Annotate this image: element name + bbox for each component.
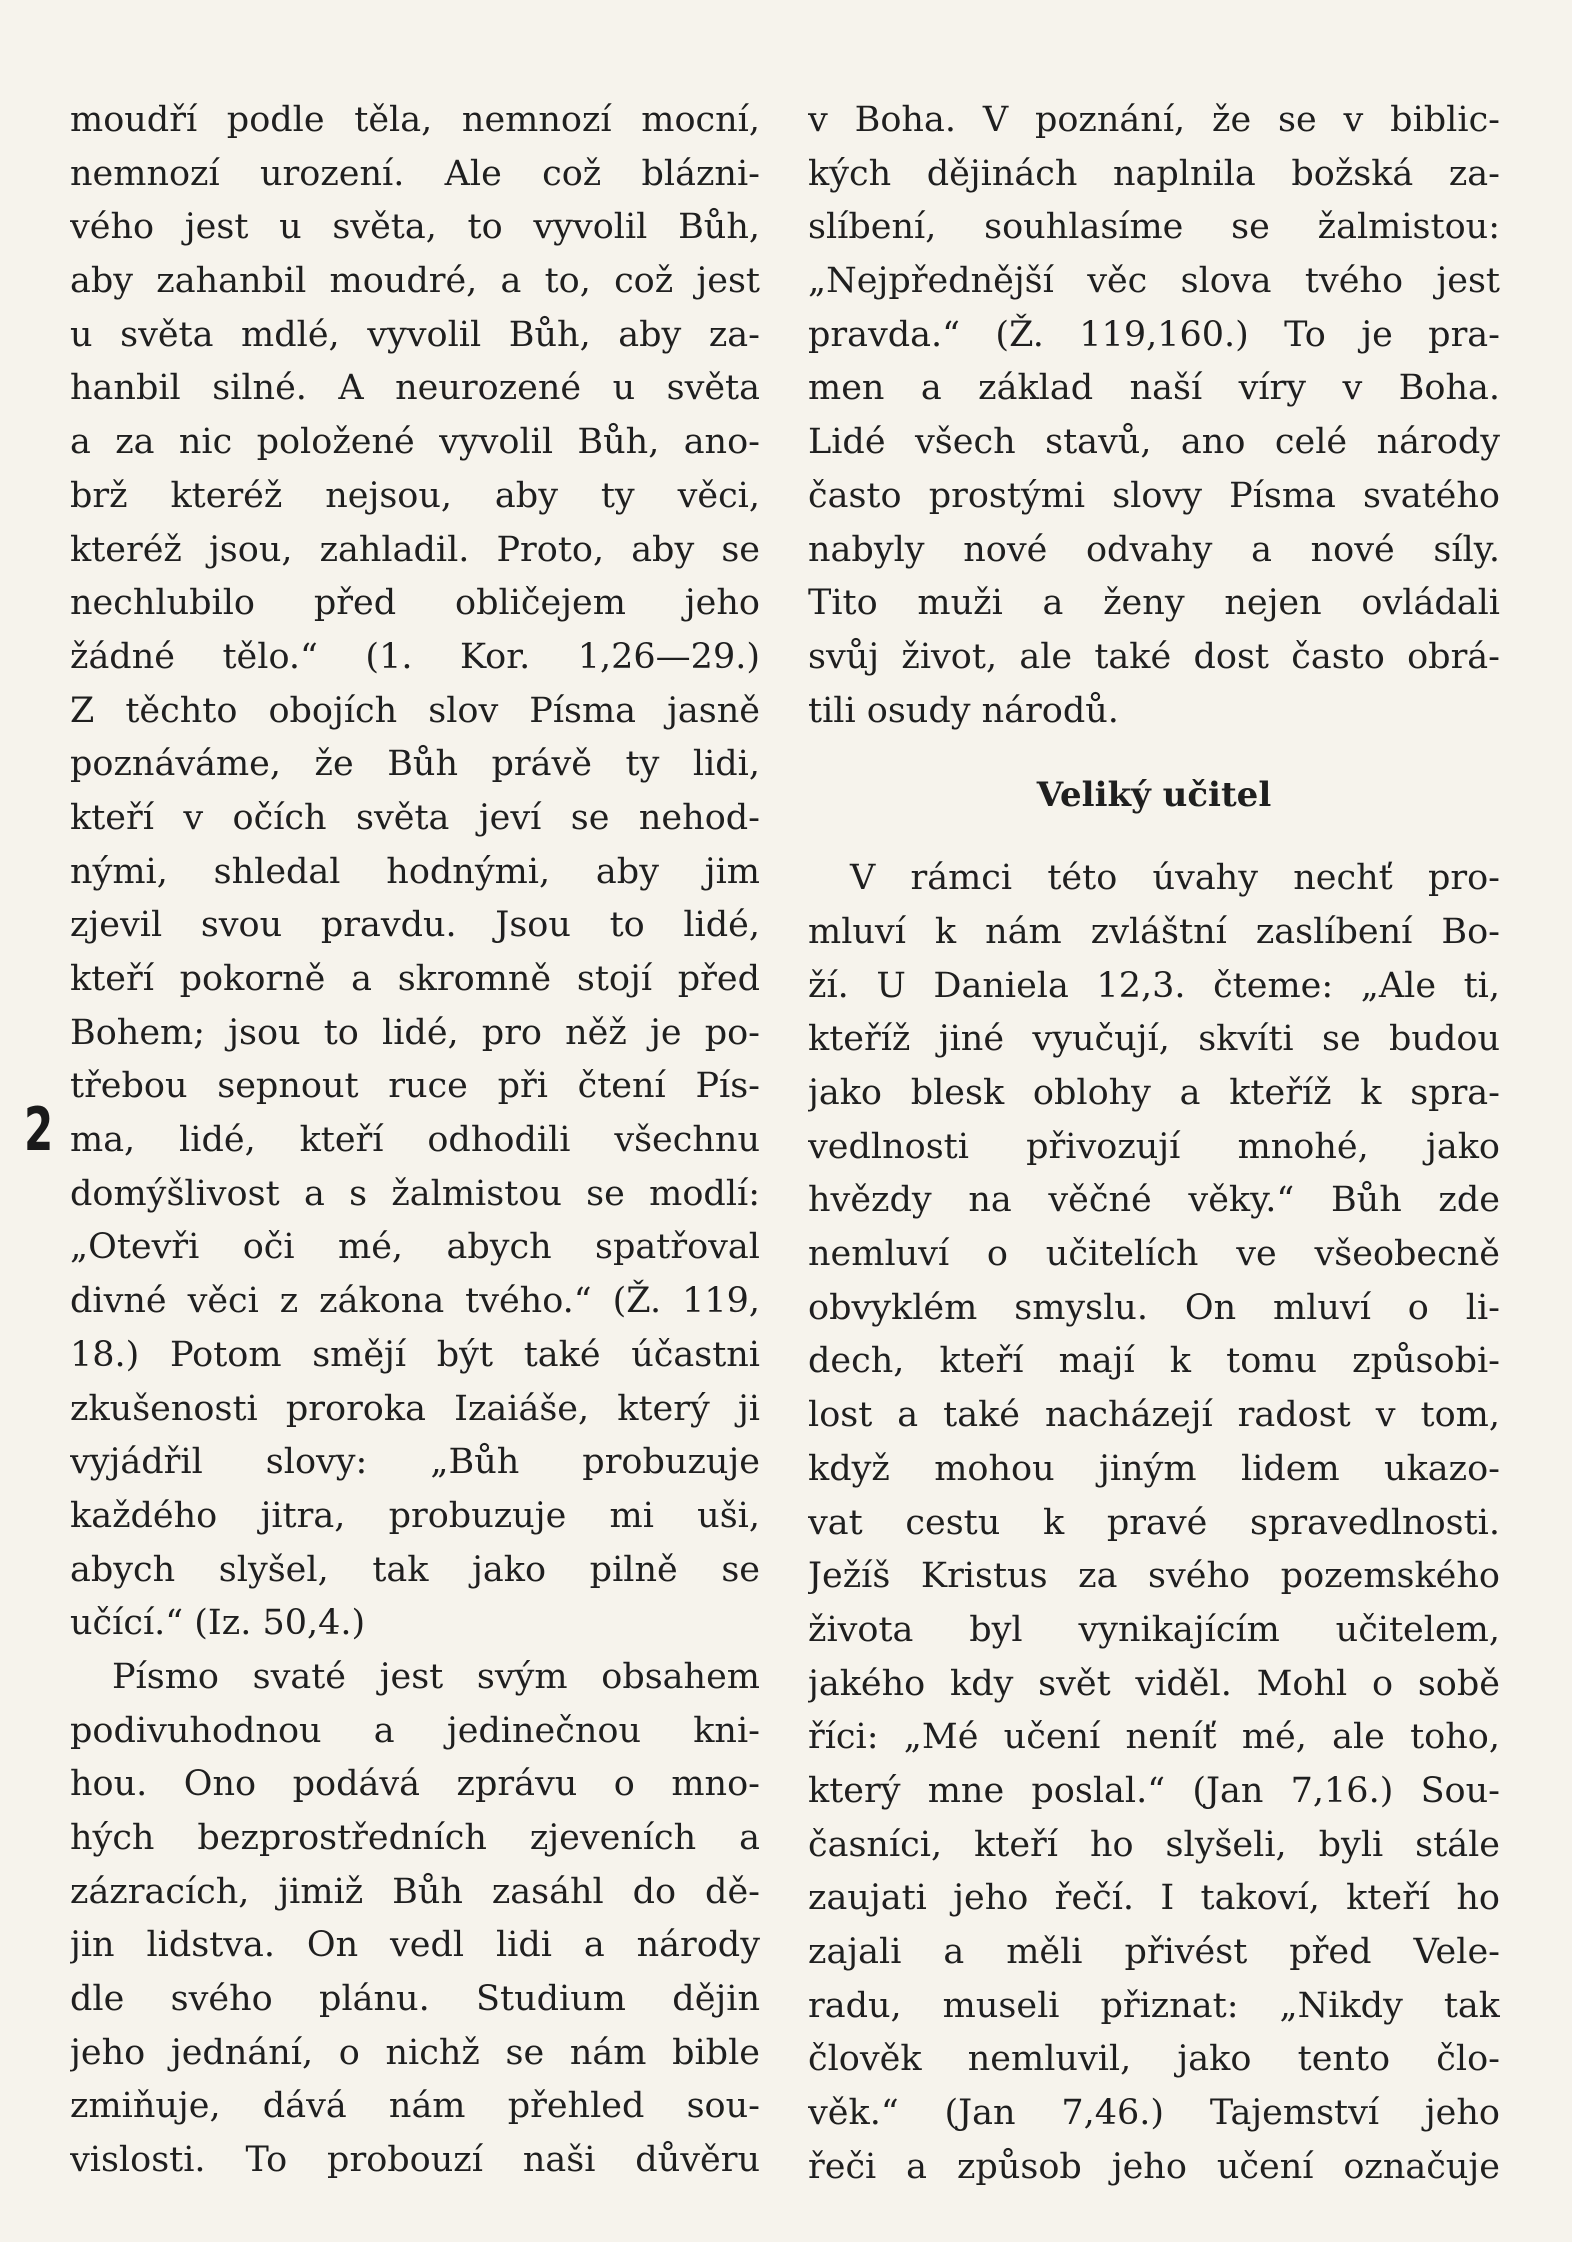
text-line: domýšlivost a s žalmistou se modlí:: [70, 1173, 760, 1214]
text-line: hvězdy na věčné věky.“ Bůh zde: [808, 1180, 1500, 1221]
text-line: vedlnosti přivozují mnohé, jako: [808, 1126, 1500, 1167]
text-line: často prostými slovy Písma svatého: [808, 475, 1500, 516]
text-line: podivuhodnou a jedinečnou kni-: [70, 1710, 760, 1751]
text-line: aby zahanbil moudré, a to, což jest: [70, 261, 760, 302]
text-line: brž kteréž nejsou, aby ty věci,: [70, 475, 760, 516]
text-line: vislosti. To probouzí naši důvěru: [70, 2140, 760, 2181]
text-line: Bohem; jsou to lidé, pro něž je po-: [70, 1012, 760, 1053]
text-line: časníci, kteří ho slyšeli, byli stále: [808, 1824, 1500, 1865]
section-spacer: [808, 738, 1500, 764]
text-line: žádné tělo.“ (1. Kor. 1,26—29.): [70, 636, 760, 677]
text-line: lost a také nacházejí radost v tom,: [808, 1395, 1500, 1436]
text-line: nými, shledal hodnými, aby jim: [70, 851, 760, 892]
text-line: hých bezprostředních zjeveních a: [70, 1818, 760, 1858]
text-line: jakého kdy svět viděl. Mohl o sobě: [808, 1663, 1500, 1704]
text-line: ma, lidé, kteří odhodili všechnu: [70, 1120, 760, 1161]
text-line: vyjádřil slovy: „Bůh probuzuje: [70, 1442, 760, 1483]
text-line: života byl vynikajícím učitelem,: [808, 1609, 1500, 1650]
text-line: „Otevři oči mé, abych spatřoval: [70, 1227, 760, 1268]
text-line: kých dějinách naplnila božská za-: [808, 153, 1500, 194]
text-line: každého jitra, probuzuje mi uši,: [70, 1495, 760, 1536]
text-line: svůj život, ale také dost často obrá-: [808, 636, 1500, 677]
right-column: [808, 94, 1500, 2194]
text-line: kteří v očích světa jeví se nehod-: [70, 797, 760, 838]
text-line: Tito muži a ženy nejen ovládali: [808, 583, 1500, 624]
text-line: Ježíš Kristus za svého pozemského: [808, 1556, 1500, 1597]
text-line: nechlubilo před obličejem jeho: [70, 583, 760, 624]
text-line: slíbení, souhlasíme se žalmistou:: [808, 207, 1500, 248]
text-line: nabyly nové odvahy a nové síly.: [808, 529, 1500, 570]
text-line: abych slyšel, tak jako pilně se: [70, 1549, 760, 1590]
text-line: tili osudy národů.: [808, 690, 1119, 731]
text-line: ží. U Daniela 12,3. čteme: „Ale ti,: [808, 965, 1500, 1006]
text-line: zázracích, jimiž Bůh zasáhl do dě-: [70, 1871, 760, 1912]
text-line: jin lidstva. On vedl lidi a národy: [70, 1925, 760, 1966]
text-line: radu, museli přiznat: „Nikdy tak: [808, 1985, 1500, 2026]
text-line: Lidé všech stavů, ano celé národy: [808, 422, 1500, 463]
text-line: zjevil svou pravdu. Jsou to lidé,: [70, 905, 760, 946]
text-line: zkušenosti proroka Izaiáše, který ji: [70, 1388, 760, 1429]
text-line: říci: „Mé učení neníť mé, ale toho,: [808, 1717, 1500, 1758]
text-line: men a základ naší víry v Boha.: [808, 368, 1500, 409]
text-line: dech, kteří mají k tomu způsobi-: [808, 1341, 1500, 1382]
right-column-bottom-text: [808, 852, 1500, 2194]
text-line: V rámci této úvahy nechť pro-: [850, 858, 1500, 899]
text-line: nemluví o učitelích ve všeobecně: [808, 1234, 1500, 1275]
text-line: když mohou jiným lidem ukazo-: [808, 1448, 1500, 1489]
page-number: 2: [24, 1095, 54, 1165]
text-line: poznáváme, že Bůh právě ty lidi,: [70, 744, 760, 785]
text-line: vého jest u světa, to vyvolil Bůh,: [70, 207, 760, 248]
text-line: kteří pokorně a skromně stojí před: [70, 959, 760, 999]
text-line: řeči a způsob jeho učení označuje: [808, 2146, 1500, 2187]
text-line: vat cestu k pravé spravedlnosti.: [808, 1502, 1500, 1543]
text-line: zaujati jeho řečí. I takoví, kteří ho: [808, 1878, 1500, 1919]
text-line: „Nejpřednější věc slova tvého jest: [808, 261, 1500, 302]
text-line: hanbil silné. A neurozené u světa: [70, 368, 760, 409]
text-line: věk.“ (Jan 7,46.) Tajemství jeho: [808, 2093, 1500, 2134]
text-line: kteréž jsou, zahladil. Proto, aby se: [70, 529, 760, 570]
left-column: [70, 94, 760, 2188]
text-line: Z těchto obojích slov Písma jasně: [70, 690, 760, 731]
text-line: 18.) Potom smějí být také účastni: [70, 1334, 760, 1375]
text-line: zmiňuje, dává nám přehled sou-: [70, 2086, 760, 2127]
text-line: pravda.“ (Ž. 119,160.) To je pra-: [808, 314, 1500, 355]
text-line: Písmo svaté jest svým obsahem: [112, 1656, 760, 1697]
text-line: kteříž jiné vyučují, skvíti se budou: [808, 1019, 1500, 1060]
text-line: a za nic položené vyvolil Bůh, ano-: [70, 422, 760, 463]
text-line: hou. Ono podává zprávu o mno-: [70, 1764, 760, 1805]
right-column-top-text: [808, 94, 1500, 738]
text-line: zajali a měli přivést před Vele-: [808, 1932, 1500, 1972]
section-spacer: [808, 826, 1500, 852]
text-line: nemnozí urození. Ale což blázni-: [70, 153, 760, 194]
text-line: v Boha. V poznání, že se v biblic-: [808, 100, 1500, 140]
text-line: učící.“ (Iz. 50,4.): [70, 1603, 366, 1644]
text-line: třebou sepnout ruce při čtení Pís-: [70, 1066, 760, 1107]
text-line: dle svého plánu. Studium dějin: [70, 1979, 760, 2020]
section-heading: Veliký učitel: [1036, 775, 1272, 816]
text-line: jeho jednání, o nichž se nám bible: [70, 2032, 760, 2073]
text-line: obvyklém smyslu. On mluví o li-: [808, 1287, 1500, 1328]
text-line: divné věci z zákona tvého.“ (Ž. 119,: [70, 1281, 760, 1322]
text-line: který mne poslal.“ (Jan 7,16.) Sou-: [808, 1770, 1500, 1811]
text-line: u světa mdlé, vyvolil Bůh, aby za-: [70, 314, 760, 355]
text-line: moudří podle těla, nemnozí mocní,: [70, 100, 760, 140]
text-line: jako blesk oblohy a kteříž k spra-: [808, 1073, 1500, 1113]
text-line: člověk nemluvil, jako tento člo-: [808, 2039, 1500, 2080]
text-line: mluví k nám zvláštní zaslíbení Bo-: [808, 911, 1500, 952]
